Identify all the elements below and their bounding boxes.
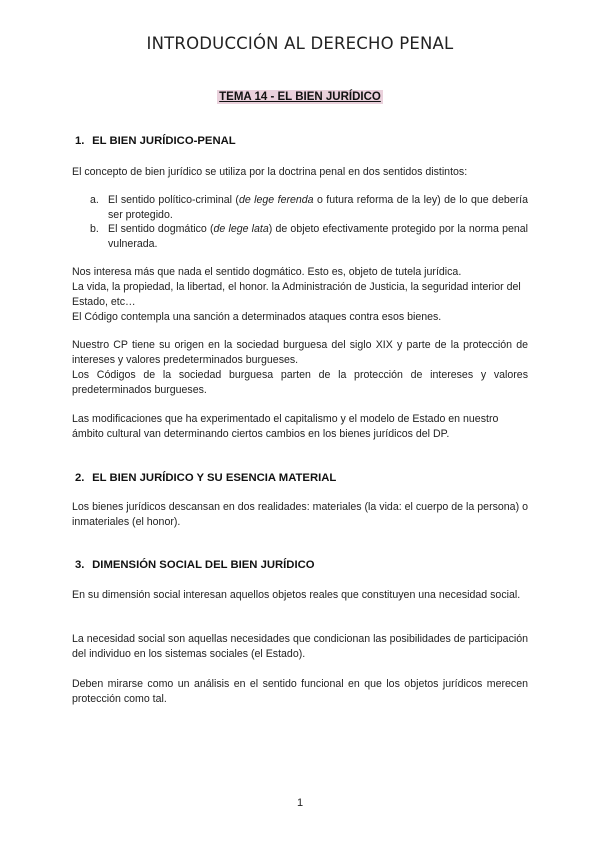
section-1-intro: El concepto de bien jurídico se utiliza por la doctrina penal en dos sentidos distintos: xyxy=(72,166,468,178)
paragraph-line: El Código contempla una sanción a determinados ataques contra esos bienes. xyxy=(72,311,442,323)
section-1-number: 1. xyxy=(75,135,85,147)
section-2-number: 2. xyxy=(75,472,85,484)
paragraph-line: Nos interesa más que nada el sentido dogmático. Esto es, objeto de tutela jurídica. xyxy=(72,266,462,278)
section-3-paragraph-3: Deben mirarse como un análisis en el sentido funcional en que los objetos jurídicos merecen protección como tal. xyxy=(72,678,528,705)
section-1-title: EL BIEN JURÍDICO-PENAL xyxy=(92,135,236,147)
list-marker-a: a. xyxy=(90,194,99,206)
page-number: 1 xyxy=(296,797,304,809)
section-2-heading xyxy=(75,472,336,484)
section-3-paragraph-1: En su dimensión social interesan aquellos objetos reales que constituyen una necesidad social. xyxy=(72,589,521,601)
latin-term: de lege ferenda xyxy=(238,194,314,206)
list-marker-b: b. xyxy=(90,223,99,235)
paragraph-line: Nuestro CP tiene su origen en la sociedad burguesa del siglo XIX y parte de la protección de intereses y valores predeterminados burgueses. xyxy=(72,339,528,366)
document-header-title: INTRODUCCIÓN AL DERECHO PENAL xyxy=(146,34,454,53)
section-2-paragraph-1: Los bienes jurídicos descansan en dos realidades: materiales (la vida: el cuerpo de la persona) o inmateriales (el honor). xyxy=(72,501,528,528)
section-1-paragraph-4: Las modificaciones que ha experimentado el capitalismo y el modelo de Estado en nuestro ámbito cultural van determinando ciertos cambios en los bienes jurídicos del DP. xyxy=(72,413,499,440)
paragraph-line: Los Códigos de la sociedad burguesa parten de la protección de intereses y valores predeterminados burgueses. xyxy=(72,369,528,396)
section-3-heading xyxy=(75,559,315,571)
section-1-heading xyxy=(75,135,236,147)
paragraph-line: La vida, la propiedad, la libertad, el honor. la Administración de Justicia, la seguridad interior del Estado, etc… xyxy=(72,281,521,308)
section-3-paragraph-2: La necesidad social son aquellas necesidades que condicionan las posibilidades de participación del individuo en los sistemas sociales (el Estado). xyxy=(72,633,528,660)
topic-heading: TEMA 14 - EL BIEN JURÍDICO xyxy=(219,91,381,103)
section-1-paragraph-2 xyxy=(72,265,528,325)
section-2-title: EL BIEN JURÍDICO Y SU ESENCIA MATERIAL xyxy=(92,472,337,484)
section-3-title: DIMENSIÓN SOCIAL DEL BIEN JURÍDICO xyxy=(92,559,315,571)
section-3-number: 3. xyxy=(75,559,85,571)
section-1-paragraph-3 xyxy=(72,338,528,398)
latin-term: de lege lata xyxy=(213,223,269,235)
list-text-a: El sentido político-criminal (de lege ferenda o futura reforma de la ley) de lo que debería ser protegido. xyxy=(108,194,528,221)
list-text-b: El sentido dogmático (de lege lata) de objeto efectivamente protegido por la norma penal vulnerada. xyxy=(108,223,528,250)
topic-heading-wrapper xyxy=(0,87,600,105)
